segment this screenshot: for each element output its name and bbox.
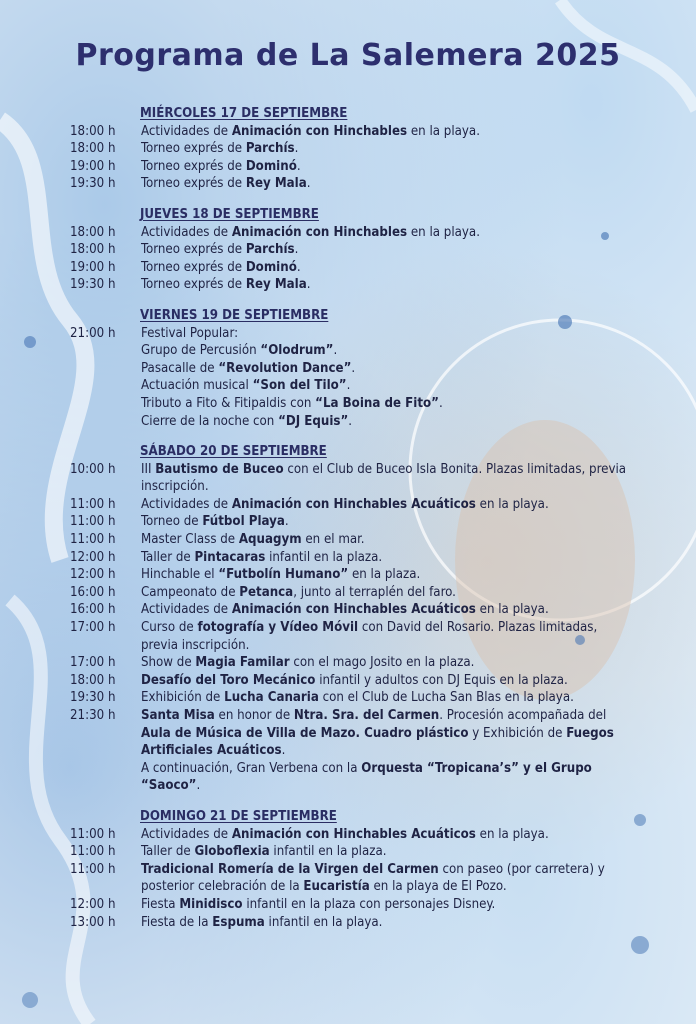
event-text: infantil en la plaza con personajes Disney. bbox=[242, 896, 496, 912]
event-description bbox=[141, 760, 630, 795]
event-highlight: Aquagym bbox=[238, 532, 302, 548]
event-row bbox=[70, 689, 630, 707]
event-row bbox=[70, 158, 630, 176]
event-time bbox=[70, 395, 141, 413]
event-description bbox=[141, 896, 630, 914]
event-row bbox=[70, 531, 630, 549]
event-text: . bbox=[284, 514, 289, 530]
event-text: en honor de bbox=[214, 708, 294, 723]
event-highlight: Parchís bbox=[245, 141, 295, 157]
event-text: . bbox=[438, 395, 443, 411]
event-text: con el Club de Lucha San Blas en la playa. bbox=[318, 690, 574, 706]
event-row bbox=[70, 566, 630, 584]
event-text: Tributo a Fito & Fitipaldis con bbox=[141, 395, 316, 411]
event-row bbox=[70, 461, 630, 496]
event-description bbox=[141, 672, 630, 690]
event-text: infantil en la plaza. bbox=[265, 549, 383, 565]
event-text: . bbox=[294, 242, 299, 258]
event-text: Fiesta bbox=[141, 896, 180, 912]
event-text: Torneo exprés de bbox=[141, 259, 246, 275]
event-highlight: Petanca bbox=[239, 584, 294, 600]
event-time: 18:00 h bbox=[70, 242, 116, 258]
event-description bbox=[141, 531, 630, 549]
event-description bbox=[141, 377, 630, 395]
event-highlight: Animación con Hinchables bbox=[231, 123, 408, 139]
event-description bbox=[141, 496, 630, 514]
event-description bbox=[141, 843, 630, 861]
event-highlight: Dominó bbox=[245, 158, 297, 174]
event-text: Torneo exprés de bbox=[141, 176, 246, 192]
event-description bbox=[141, 224, 630, 242]
event-description bbox=[141, 395, 630, 413]
event-time: 12:00 h bbox=[70, 896, 116, 912]
event-time: 21:00 h bbox=[70, 325, 116, 341]
event-time: 19:30 h bbox=[70, 176, 116, 192]
event-text: Torneo exprés de bbox=[141, 141, 246, 157]
day-section bbox=[70, 307, 630, 430]
day-section bbox=[70, 443, 630, 795]
event-highlight: Santa Misa bbox=[141, 708, 215, 723]
event-text: infantil y adultos con DJ Equis en la plaza. bbox=[315, 672, 568, 688]
event-highlight: “Son del Tilo” bbox=[252, 378, 347, 394]
event-text: Show de bbox=[141, 655, 196, 671]
day-section bbox=[70, 105, 630, 193]
event-description bbox=[141, 123, 630, 141]
day-heading: JUEVES 18 DE SEPTIEMBRE bbox=[140, 206, 319, 222]
event-description bbox=[141, 654, 630, 672]
event-description bbox=[141, 413, 630, 431]
event-highlight: Lucha Canaria bbox=[224, 690, 319, 706]
event-text: Campeonato de bbox=[141, 584, 240, 600]
event-description bbox=[141, 566, 630, 584]
event-text: con paseo (por carretera) y posterior celebración de la bbox=[141, 861, 605, 895]
event-row bbox=[70, 707, 630, 760]
event-text: . bbox=[296, 259, 301, 275]
event-row bbox=[70, 342, 630, 360]
event-description bbox=[141, 158, 630, 176]
event-text: en la playa. bbox=[475, 826, 549, 842]
event-text: Taller de bbox=[141, 549, 195, 565]
event-row bbox=[70, 896, 630, 914]
event-description bbox=[141, 689, 630, 707]
day-heading: DOMINGO 21 DE SEPTIEMBRE bbox=[140, 808, 337, 824]
event-time: 11:00 h bbox=[70, 826, 116, 842]
event-text: Actuación musical bbox=[141, 378, 253, 394]
event-text: y Exhibición de bbox=[468, 725, 567, 741]
event-text: infantil en la plaza. bbox=[269, 844, 387, 860]
event-description bbox=[141, 549, 630, 567]
event-description bbox=[141, 342, 630, 360]
page-title: Programa de La Salemera 2025 bbox=[75, 38, 621, 73]
event-highlight: Fuegos Artificiales Acuáticos bbox=[141, 725, 614, 759]
event-description bbox=[141, 276, 630, 294]
event-row bbox=[70, 843, 630, 861]
event-text: , junto al terraplén del faro. bbox=[293, 584, 456, 600]
event-time: 13:00 h bbox=[70, 914, 116, 930]
event-text: Festival Popular: bbox=[141, 325, 239, 341]
event-time: 16:00 h bbox=[70, 584, 116, 600]
event-text: . bbox=[306, 176, 311, 192]
event-description bbox=[141, 175, 630, 193]
event-time: 17:00 h bbox=[70, 620, 116, 636]
event-row bbox=[70, 325, 630, 343]
event-text: . bbox=[296, 158, 301, 174]
event-highlight: Tradicional Romería de la Virgen del Carmen bbox=[141, 861, 439, 877]
event-text: Torneo de bbox=[141, 514, 203, 530]
event-text: en la playa. bbox=[475, 496, 549, 512]
day-section bbox=[70, 206, 630, 294]
event-text: Actividades de bbox=[141, 826, 232, 842]
event-time bbox=[70, 342, 141, 360]
event-highlight: Eucaristía bbox=[303, 879, 370, 895]
event-description bbox=[141, 826, 630, 844]
event-time: 17:00 h bbox=[70, 655, 116, 671]
event-highlight: “DJ Equis” bbox=[278, 413, 349, 429]
event-time: 18:00 h bbox=[70, 123, 116, 139]
event-highlight: Parchís bbox=[245, 242, 295, 258]
event-text: infantil en la playa. bbox=[264, 914, 383, 930]
event-text: en la playa de El Pozo. bbox=[369, 879, 507, 895]
event-text: A continuación, Gran Verbena con la bbox=[141, 760, 362, 776]
event-row bbox=[70, 549, 630, 567]
event-text: Hinchable el bbox=[141, 567, 219, 583]
event-row bbox=[70, 241, 630, 259]
event-time: 12:00 h bbox=[70, 567, 116, 583]
event-row bbox=[70, 413, 630, 431]
event-highlight: Animación con Hinchables Acuáticos bbox=[231, 826, 476, 842]
event-text: Master Class de bbox=[141, 532, 239, 548]
event-highlight: “Olodrum” bbox=[260, 343, 334, 359]
event-description bbox=[141, 914, 630, 932]
event-time: 10:00 h bbox=[70, 461, 116, 477]
event-row bbox=[70, 861, 630, 896]
event-text: con David del Rosario. Plazas limitadas, previa inscripción. bbox=[141, 620, 598, 653]
event-row bbox=[70, 672, 630, 690]
event-row bbox=[70, 760, 630, 795]
event-time: 11:00 h bbox=[70, 496, 116, 512]
event-highlight: Desafío del Toro Mecánico bbox=[141, 672, 316, 688]
event-highlight: Rey Mala bbox=[245, 277, 307, 293]
event-row bbox=[70, 377, 630, 395]
event-time: 18:00 h bbox=[70, 224, 116, 240]
event-highlight: Globoflexia bbox=[194, 844, 270, 860]
event-text: Torneo exprés de bbox=[141, 158, 246, 174]
event-text: . Procesión acompañada del bbox=[439, 708, 607, 723]
event-time bbox=[70, 760, 141, 795]
event-row bbox=[70, 619, 630, 654]
event-row bbox=[70, 259, 630, 277]
event-time: 12:00 h bbox=[70, 549, 116, 565]
day-heading: MIÉRCOLES 17 DE SEPTIEMBRE bbox=[140, 106, 348, 121]
event-highlight: Pintacaras bbox=[194, 549, 266, 565]
event-text: con el Club de Buceo Isla Bonita. Plazas limitadas, previa inscripción. bbox=[141, 461, 627, 495]
event-text: Torneo exprés de bbox=[141, 242, 246, 258]
event-highlight: “Revolution Dance” bbox=[218, 360, 352, 376]
event-text: Actividades de bbox=[141, 602, 232, 618]
event-highlight: Minidisco bbox=[179, 896, 243, 912]
event-description bbox=[141, 619, 630, 654]
event-description bbox=[141, 861, 630, 896]
event-time: 19:00 h bbox=[70, 158, 116, 174]
event-time: 18:00 h bbox=[70, 672, 116, 688]
event-time bbox=[70, 360, 141, 378]
event-highlight: Bautismo de Buceo bbox=[155, 461, 284, 477]
event-text: . bbox=[346, 378, 351, 394]
event-highlight: Animación con Hinchables Acuáticos bbox=[231, 496, 476, 512]
event-time: 21:30 h bbox=[70, 708, 116, 723]
event-highlight: Aula de Música de Villa de Mazo. Cuadro plástico bbox=[141, 725, 469, 741]
event-description bbox=[141, 461, 630, 496]
event-row bbox=[70, 360, 630, 378]
event-description bbox=[141, 140, 630, 158]
event-description bbox=[141, 325, 630, 343]
event-text: Actividades de bbox=[141, 123, 232, 139]
event-time: 19:30 h bbox=[70, 277, 116, 293]
event-description bbox=[141, 601, 630, 619]
event-text: Grupo de Percusión bbox=[141, 343, 261, 359]
event-schedule bbox=[70, 105, 630, 931]
event-text: III bbox=[141, 461, 156, 477]
event-description bbox=[141, 360, 630, 378]
day-heading: SÁBADO 20 DE SEPTIEMBRE bbox=[140, 444, 327, 460]
event-highlight: Orquesta “Tropicana’s” y el Grupo “Saoco” bbox=[141, 760, 592, 794]
event-text: en la plaza. bbox=[348, 567, 421, 583]
event-highlight: Animación con Hinchables bbox=[231, 224, 408, 240]
event-text: Taller de bbox=[141, 844, 195, 860]
event-time: 19:30 h bbox=[70, 690, 116, 706]
event-row bbox=[70, 395, 630, 413]
event-text: . bbox=[306, 277, 311, 293]
event-description bbox=[141, 707, 630, 760]
day-heading: VIERNES 19 DE SEPTIEMBRE bbox=[140, 307, 329, 323]
event-time bbox=[70, 377, 141, 395]
event-description bbox=[141, 241, 630, 259]
event-row bbox=[70, 496, 630, 514]
event-row bbox=[70, 513, 630, 531]
event-highlight: Animación con Hinchables Acuáticos bbox=[231, 602, 476, 618]
event-text: Exhibición de bbox=[141, 690, 225, 706]
event-text: en la playa. bbox=[407, 123, 480, 139]
event-highlight: Dominó bbox=[245, 259, 297, 275]
event-text: Pasacalle de bbox=[141, 360, 219, 376]
event-text: con el mago Josito en la plaza. bbox=[289, 655, 475, 671]
event-text: . bbox=[333, 343, 338, 359]
event-time: 11:00 h bbox=[70, 844, 116, 860]
event-text: . bbox=[281, 743, 286, 759]
event-row bbox=[70, 140, 630, 158]
event-highlight: “La Boina de Fito” bbox=[315, 395, 439, 411]
event-text: . bbox=[348, 413, 353, 429]
event-row bbox=[70, 224, 630, 242]
event-text: . bbox=[196, 778, 201, 794]
event-row bbox=[70, 584, 630, 602]
event-text: . bbox=[351, 360, 356, 376]
event-highlight: Rey Mala bbox=[245, 176, 307, 192]
event-row bbox=[70, 123, 630, 141]
event-row bbox=[70, 276, 630, 294]
event-text: Fiesta de la bbox=[141, 914, 213, 930]
event-row bbox=[70, 826, 630, 844]
event-row bbox=[70, 654, 630, 672]
event-text: en la playa. bbox=[407, 224, 480, 240]
event-time: 18:00 h bbox=[70, 141, 116, 157]
event-highlight: Magia Familar bbox=[195, 655, 290, 671]
event-text: Actividades de bbox=[141, 496, 232, 512]
event-text: Curso de bbox=[141, 620, 198, 636]
event-time: 11:00 h bbox=[70, 532, 116, 548]
event-text: en la playa. bbox=[475, 602, 549, 618]
event-highlight: “Futbolín Humano” bbox=[218, 567, 349, 583]
event-text: en el mar. bbox=[301, 532, 365, 548]
event-text: Actividades de bbox=[141, 224, 232, 240]
event-text: Cierre de la noche con bbox=[141, 413, 279, 429]
event-description bbox=[141, 259, 630, 277]
event-row bbox=[70, 914, 630, 932]
event-time: 19:00 h bbox=[70, 259, 116, 275]
event-time: 11:00 h bbox=[70, 861, 116, 877]
event-row bbox=[70, 175, 630, 193]
event-text: . bbox=[294, 141, 299, 157]
day-section bbox=[70, 808, 630, 931]
event-description bbox=[141, 513, 630, 531]
event-time: 16:00 h bbox=[70, 602, 116, 618]
event-time bbox=[70, 413, 141, 431]
event-highlight: fotografía y Vídeo Móvil bbox=[197, 620, 359, 636]
event-text: Torneo exprés de bbox=[141, 277, 246, 293]
event-row bbox=[70, 601, 630, 619]
event-highlight: Ntra. Sra. del Carmen bbox=[293, 708, 440, 723]
event-time: 11:00 h bbox=[70, 514, 116, 530]
event-description bbox=[141, 584, 630, 602]
event-highlight: Fútbol Playa bbox=[202, 514, 285, 530]
event-highlight: Espuma bbox=[212, 914, 265, 930]
